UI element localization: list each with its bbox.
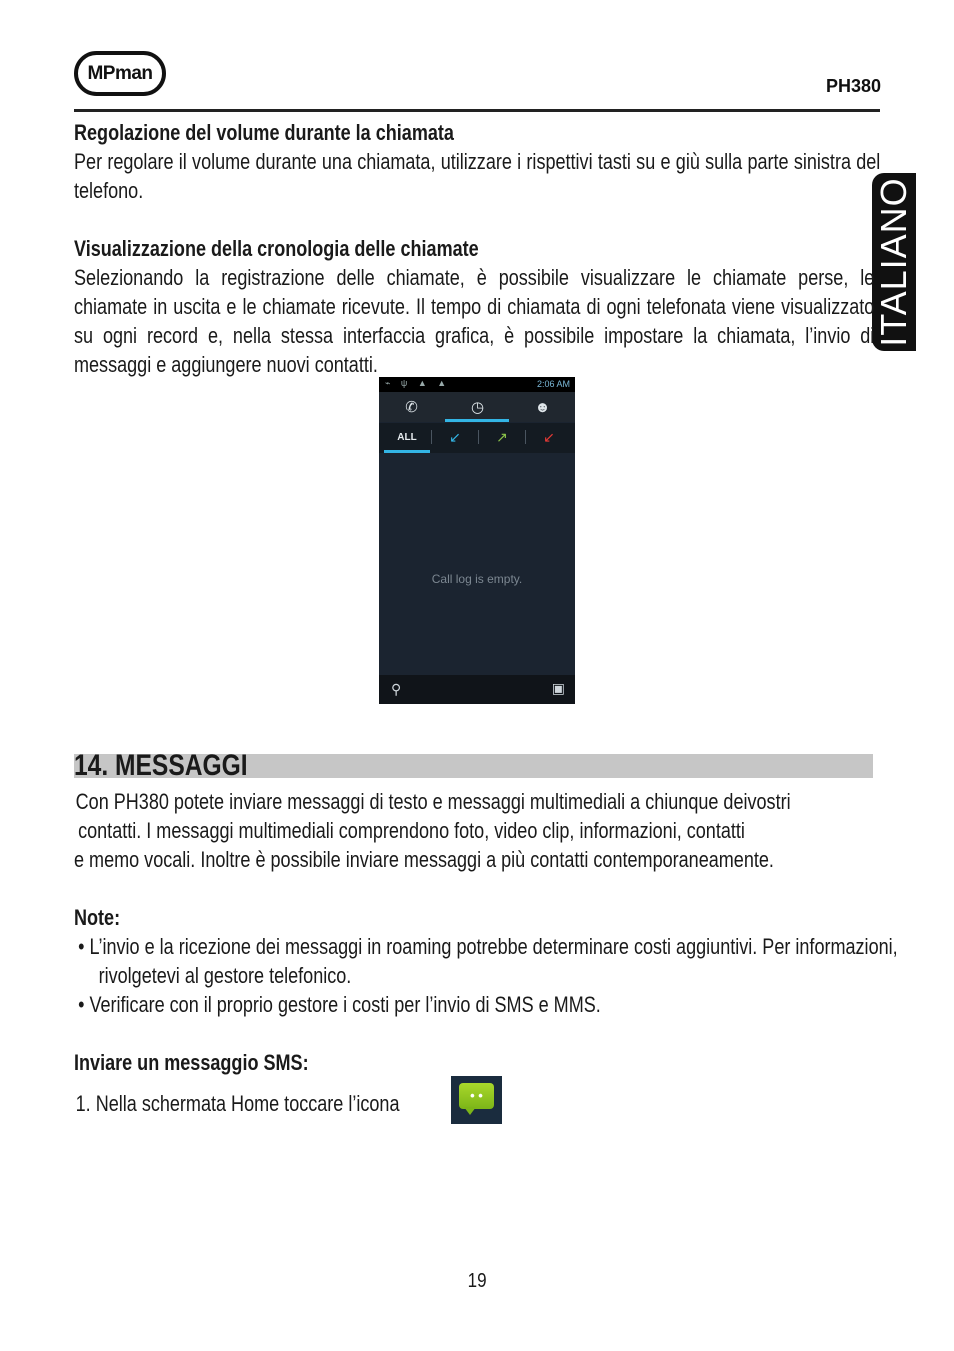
- section-title: 14. MESSAGGI: [74, 749, 248, 782]
- incoming-calls-icon[interactable]: ↙: [449, 428, 461, 445]
- note-label: Note:: [74, 905, 121, 930]
- messages-intro-line-1: Con PH380 potete inviare messaggi di testo e messaggi multimediali a chiunque deivostri: [75, 789, 791, 814]
- header-rule: [74, 109, 880, 112]
- contact-icon[interactable]: ☻: [534, 398, 551, 416]
- bullet: •: [78, 992, 90, 1017]
- page-number: 19: [467, 1270, 487, 1292]
- status-time: 2:06 AM: [536, 379, 570, 389]
- history-heading: Visualizzazione della cronologia delle chiamate: [74, 236, 479, 261]
- status-bar: [379, 377, 575, 392]
- volume-body: Per regolare il volume durante una chiamata, utilizzare i rispettivi tasti su e giù sulla parte sinistra del telefono.: [74, 149, 881, 203]
- logo-text: MPman: [87, 62, 153, 84]
- call-filters: [379, 423, 575, 453]
- filter-all[interactable]: ALL: [397, 431, 417, 443]
- language-tab-label: ITALIANO: [873, 177, 914, 347]
- mpman-logo: [74, 51, 166, 96]
- bullet: •: [78, 934, 90, 959]
- call-tabs: [379, 392, 575, 422]
- messaging-app-icon: • •: [451, 1076, 502, 1124]
- note-item-1: • L’invio e la ricezione dei messaggi in roaming potrebbe determinare costi aggiuntivi. Per informazioni, rivolgetevi al gestore telefonico.: [78, 934, 898, 988]
- outgoing-calls-icon[interactable]: ↗: [496, 428, 508, 445]
- menu-icon[interactable]: ▣: [551, 680, 565, 696]
- call-log-empty-text: Call log is empty.: [431, 572, 523, 586]
- model-name: PH380: [825, 76, 881, 96]
- clock-icon[interactable]: ◷: [470, 399, 485, 416]
- volume-heading: Regolazione del volume durante la chiamata: [74, 120, 454, 145]
- call-log-screenshot: [379, 377, 575, 704]
- sms-heading: Inviare un messaggio SMS:: [74, 1050, 309, 1075]
- bottom-action-bar: [379, 675, 575, 704]
- notification-icons: ⌁ ψ ▲ ▲: [385, 378, 451, 388]
- history-body: Selezionando la registrazione delle chiamate, è possibile visualizzare le chiamate perse, le chiamate in uscita e le chiamate ricevute. Il tempo di chiamata di ogni telefonata viene visualizzato su ogni record e, nella stessa interfaccia grafica, è possibile impostare la chiamata, l’invio di messaggi e aggiungere nuovi contatti.: [74, 265, 875, 377]
- sms-step-1: 1. Nella schermata Home toccare l’icona: [75, 1091, 400, 1116]
- missed-calls-icon[interactable]: ↙: [543, 428, 555, 445]
- tab-indicator: [445, 419, 509, 422]
- filter-indicator: [384, 450, 430, 453]
- note-item-2: • Verificare con il proprio gestore i costi per l’invio di SMS e MMS.: [78, 992, 601, 1017]
- messages-intro-line-2: contatti. I messaggi multimediali comprendono foto, video clip, informazioni, contatti: [78, 818, 745, 843]
- search-icon[interactable]: ⚲: [391, 681, 402, 697]
- messages-intro-line-3: e memo vocali. Inoltre è possibile inviare messaggi a più contatti contemporaneamente.: [74, 847, 774, 872]
- phone-icon[interactable]: ✆: [405, 399, 418, 416]
